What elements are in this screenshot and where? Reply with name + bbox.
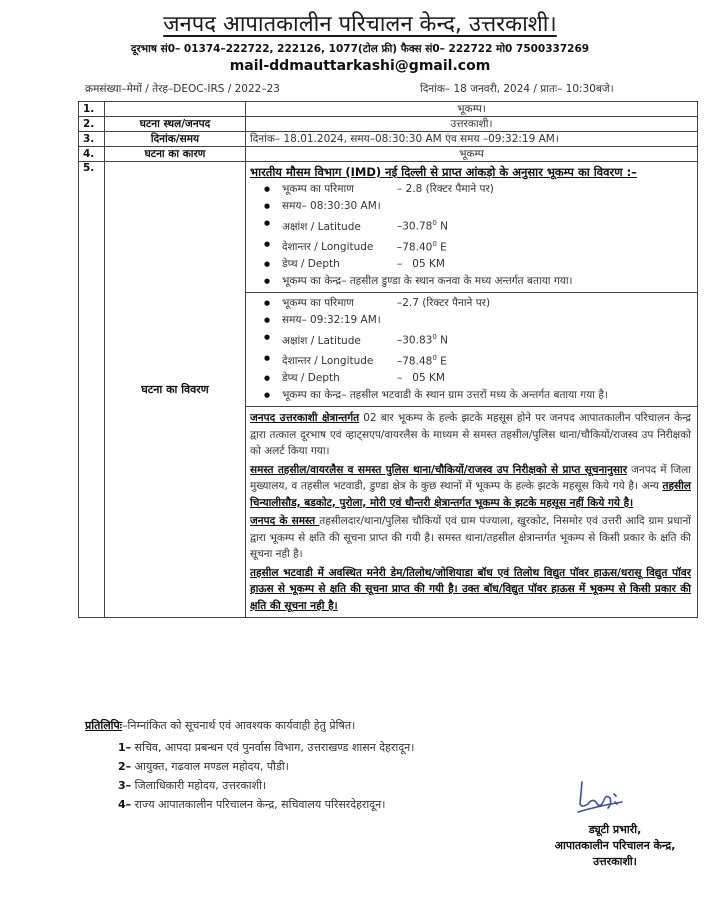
- quake-1-list: [250, 181, 693, 290]
- row-number: 2.: [79, 117, 105, 132]
- item-number: 2–: [118, 760, 132, 773]
- row-label: [105, 102, 246, 117]
- damage-report-lead: जनपद के समस्त: [250, 515, 320, 527]
- damage-report-paragraph: [248, 512, 693, 564]
- signatory-line-3: उत्तरकाशी।: [593, 855, 637, 868]
- row-number: 5.: [79, 162, 105, 618]
- longitude-value: –78.48: [397, 355, 433, 367]
- quake-1-section: [246, 162, 697, 292]
- incident-report-table: [78, 101, 698, 618]
- felt-report-text: जनपद में जिला मुख्यालय, व तहसील भटवाडी, डुण्डा क्षेत्र के कुछ स्थानों में भूकम्प के हल्के झटके महसूस किये गये है। अन्य: [250, 463, 691, 492]
- alert-paragraph-lead: जनपद उत्तरकाशी क्षेत्रान्तर्गत: [250, 412, 360, 424]
- list-item: [264, 215, 693, 236]
- quake-2-list: [250, 295, 693, 404]
- row-label: घटना का कारण: [105, 147, 246, 162]
- list-item: [118, 795, 414, 814]
- copy-to-heading: प्रतिलिपिः: [85, 719, 123, 732]
- list-item: [118, 738, 414, 757]
- magnitude-value: – 2.8 (रिक्टर पैमाने पर): [397, 183, 494, 195]
- depth-value: – 05 KM: [397, 258, 445, 270]
- magnitude-label: भूकम्प का परिमाण: [282, 183, 354, 195]
- item-number: 1–: [118, 741, 132, 754]
- list-item: [118, 776, 414, 795]
- row-label: घटना स्थल/जनपद: [105, 117, 246, 132]
- table-row: [79, 117, 698, 132]
- item-text: आयुक्त, गढवाल मण्डल महोदय, पौडी।: [131, 760, 289, 773]
- magnitude-label: भूकम्प का परिमाण: [282, 297, 354, 309]
- item-number: 4–: [118, 798, 132, 811]
- situation-section: [246, 406, 697, 617]
- row-value: उत्तरकाशी।: [246, 117, 698, 132]
- latitude-unit: N: [440, 334, 448, 347]
- imd-heading: भारतीय मौसम विभाग (IMD) नई दिल्ली से प्राप्त आंकड़ो के अनुसार भूकम्प का विवरण :–: [250, 165, 637, 179]
- date-time-line: दिनांक– 18 जनवरी, 2024 / प्रातः– 10:30बजे।: [420, 83, 614, 95]
- row-value: भूकम्प: [246, 147, 698, 162]
- magnitude-value: –2.7 (रिक्टर पैनाने पर): [397, 297, 491, 309]
- latitude-value: –30.78: [397, 220, 433, 233]
- depth-value: – 05 KM: [397, 372, 445, 384]
- quake-2-section: [246, 292, 697, 406]
- email-address: mail-ddmauttarkashi@gmail.com: [229, 58, 491, 74]
- list-item: [264, 329, 693, 350]
- latitude-label: अक्षांश / Latitude: [282, 220, 361, 233]
- copy-to-line: [85, 718, 355, 733]
- list-item: [264, 236, 693, 257]
- dam-report-text: तहसील भटवाडी में अवस्थित मनेरी डेम/तिलोथ/जोशियाडा बॉध एवं तिलोथ विद्युत पॉवर हाऊस/धरासू विद्युत पॉवर हाऊस से भूकम्प से क्षति की सूचना प्राप्त की गयी है। उक्त बॉध/विद्युत पॉवर हाऊस में भूकम्प से किसी प्रकार की क्षति की सूचना नही है।: [250, 566, 691, 612]
- row-label: घटना का विवरण: [105, 162, 246, 618]
- incident-details-cell: [246, 162, 698, 618]
- list-item: ● समय– 09:32:19 AM।: [264, 312, 693, 329]
- felt-report-lead: समस्त तहसील/वायरलैस व समस्त पुलिस थाना/चौकियों/राजस्व उप निरीक्षको से प्राप्त सूचनानुसार: [250, 463, 628, 476]
- latitude-value: –30.83: [397, 334, 433, 347]
- longitude-label: देशान्तर / Longitude: [282, 355, 374, 367]
- list-item: [264, 295, 693, 312]
- depth-label: डेप्थ / Depth: [282, 372, 340, 384]
- signatory-line-1: ड्यूटी प्रभारी,: [588, 823, 642, 836]
- longitude-label: देशान्तर / Longitude: [282, 241, 374, 253]
- office-title: [0, 8, 720, 38]
- signatory-line-2: आपातकालीन परिचालन केन्द्र,: [554, 839, 676, 852]
- table-row-details: [79, 162, 698, 618]
- reference-number: क्रमसंख्या–मेमों / तेरह–DEOC-IRS / 2022–23: [85, 83, 280, 95]
- list-item: [264, 256, 693, 273]
- row-number: 4.: [79, 147, 105, 162]
- list-item: ● भूकम्प का केन्द्र– तहसील भटवाडी के स्थान ग्राम उत्तरों मध्य के अन्तर्गत बताया गया है।: [264, 387, 693, 404]
- felt-report-tail: तहसील चिन्यालीसौड, बडकोट, पुरोला, मोरी एवं धौन्तरी क्षेत्रान्तर्गत भूकम्प के झटके महसूस नहीं किये गये है।: [250, 480, 691, 509]
- copy-to-intro: –निम्नांकित को सूचनार्थ एवं आवश्यक कार्यवाही हेतु प्रेषित।: [122, 719, 356, 732]
- item-text: राज्य आपातकालीन परिचालन केन्द्र, सचिवालय परिसरदेहरादून।: [131, 798, 386, 811]
- signatory-designation: [515, 822, 715, 870]
- damage-report-text: तहसीलदार/थाना/पुलिस चौकियों एवं ग्राम पंज्याला, खुरकोट, निसमोर एवं उत्तरी आदि ग्राम प्रधानों द्वारा भूकम्प से क्षति की सूचना प्राप्त की गयी है। समस्त थाना/तहसील क्षेत्रान्तर्गत भूकम्प से किसी प्रकार के क्षति की सूचना नही है।: [250, 515, 691, 560]
- list-item: ● भूकम्प का केन्द्र– तहसील डुण्डा के स्थान कनवा के मध्य अन्तर्गत बताया गया।: [264, 273, 693, 290]
- table-row: [79, 132, 698, 147]
- copy-to-list: [118, 738, 414, 814]
- office-title-text: जनपद आपातकालीन परिचालन केन्द, उत्तरकाशी।: [163, 12, 557, 37]
- item-text: जिलाधिकारी महोदय, उत्तरकाशी।: [131, 779, 267, 792]
- alert-paragraph-text: 02 बार भूकम्प के हल्के झटके महसूस होने पर जनपद आपातकालीन परिचालन केन्द्र द्वारा तत्काल दूरभाष एवं व्हाट्सएप/वायरलैस के माध्यम से समस्त तहसील/पुलिस थाना/चौकियों/राजस्व उप निरीक्षको को अलर्ट किया गया।: [250, 412, 692, 457]
- row-number: 1.: [79, 102, 105, 117]
- degree-symbol: 0: [432, 353, 437, 362]
- list-item: ● समय– 08:30:30 AM।: [264, 198, 693, 215]
- alert-paragraph: [248, 409, 693, 461]
- row-label: दिनांक/समय: [105, 132, 246, 147]
- row-number: 3.: [79, 132, 105, 147]
- list-item: [264, 370, 693, 387]
- contact-line: दूरभाष सं0– 01374–222722, 222126, 1077(टोल फ्री) फैक्स सं0– 222722 मो0 7500337269: [130, 43, 590, 55]
- degree-symbol: 0: [432, 219, 437, 227]
- longitude-unit: E: [440, 355, 447, 367]
- latitude-unit: N: [440, 220, 448, 233]
- dam-report-paragraph: [248, 564, 693, 616]
- list-item: [118, 757, 414, 776]
- table-row: [79, 102, 698, 117]
- item-text: सचिव, आपदा प्रबन्धन एवं पुनर्वास विभाग, उत्तराखण्ड शासन देहरादून।: [131, 741, 415, 754]
- row-value: दिनांक– 18.01.2024, समय–08:30:30 AM एंव समय –09:32:19 AM।: [246, 132, 698, 147]
- handwritten-signature-icon: [570, 780, 630, 818]
- signature-block: [515, 780, 715, 870]
- degree-symbol: 0: [432, 333, 437, 341]
- list-item: [264, 350, 693, 371]
- depth-label: डेप्थ / Depth: [282, 258, 340, 270]
- longitude-value: –78.40: [397, 241, 433, 253]
- degree-symbol: 0: [432, 239, 437, 248]
- row-value: भूकम्प।: [246, 102, 698, 117]
- longitude-unit: E: [440, 241, 447, 253]
- list-item: [264, 181, 693, 198]
- felt-report-paragraph: [248, 461, 693, 513]
- latitude-label: अक्षांश / Latitude: [282, 334, 361, 347]
- table-row: [79, 147, 698, 162]
- item-number: 3–: [118, 779, 132, 792]
